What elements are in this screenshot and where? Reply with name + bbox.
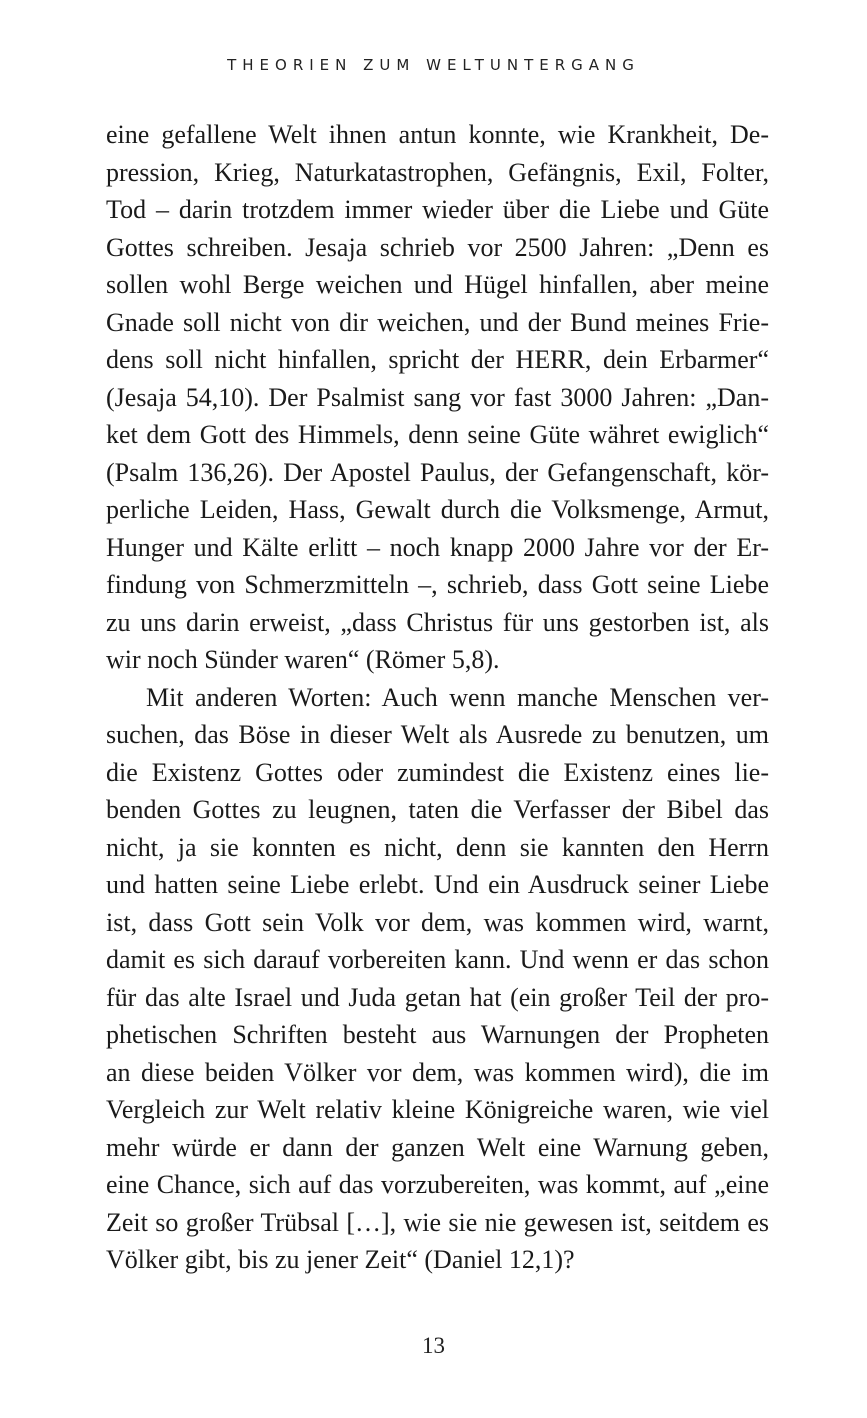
text-line: Zeit so großer Trübsal […], wie sie nie gewesen ist, seitdem es [106, 1207, 769, 1237]
text-line: perliche Leiden, Hass, Gewalt durch die Volksmenge, Armut, [106, 495, 769, 524]
text-line: für das alte Israel und Juda getan hat (ein großer Teil der pro- [106, 982, 769, 1012]
paragraph-2 [106, 679, 769, 1279]
body-text [106, 116, 769, 1279]
text-line: damit es sich darauf vorbereiten kann. Und wenn er das schon [106, 945, 769, 974]
text-line: (Psalm 136,26). Der Apostel Paulus, der Gefangenschaft, kör- [106, 457, 769, 487]
text-line: Vergleich zur Welt relativ kleine Königreiche waren, wie viel [106, 1095, 769, 1124]
text-line: eine gefallene Welt ihnen antun konnte, wie Krankheit, De- [106, 120, 769, 149]
text-line: die Existenz Gottes oder zumindest die Existenz eines lie- [106, 757, 769, 787]
text-line: ket dem Gott des Himmels, denn seine Güte währet ewiglich“ [106, 420, 769, 449]
text-line: Hunger und Kälte erlitt – noch knapp 2000 Jahre vor der Er- [106, 532, 769, 562]
text-line: dens soll nicht hinfallen, spricht der HERR, dein Erbarmer“ [106, 345, 769, 374]
page-number: 13 [422, 1333, 445, 1358]
text-line: Tod – darin trotzdem immer wieder über die Liebe und Güte [106, 195, 769, 224]
paragraph-1 [106, 116, 769, 679]
text-line: Mit anderen Worten: Auch wenn manche Menschen ver- [146, 682, 769, 712]
text-line: Völker gibt, bis zu jener Zeit“ (Daniel 12,1)? [106, 1245, 575, 1274]
text-line: wir noch Sünder waren“ (Römer 5,8). [106, 645, 500, 674]
text-line: nicht, ja sie konnten es nicht, denn sie kannten den Herrn [106, 832, 769, 862]
text-line: und hatten seine Liebe erlebt. Und ein Ausdruck seiner Liebe [106, 870, 769, 899]
text-line: benden Gottes zu leugnen, taten die Verfasser der Bibel das [106, 795, 769, 824]
text-line: sollen wohl Berge weichen und Hügel hinfallen, aber meine [106, 270, 769, 299]
running-head: THEORIEN ZUM WELTUNTERGANG [227, 56, 640, 74]
text-line: eine Chance, sich auf das vorzubereiten, was kommt, auf „eine [106, 1170, 769, 1199]
text-line: Gottes schreiben. Jesaja schrieb vor 2500 Jahren: „Denn es [106, 232, 769, 262]
text-line: phetischen Schriften besteht aus Warnungen der Propheten [106, 1020, 769, 1049]
text-line: zu uns darin erweist, „dass Christus für uns gestorben ist, als [106, 607, 769, 637]
text-line: pression, Krieg, Naturkatastrophen, Gefängnis, Exil, Folter, [106, 157, 769, 187]
text-line: (Jesaja 54,10). Der Psalmist sang vor fast 3000 Jahren: „Dan- [106, 382, 769, 412]
text-line: mehr würde er dann der ganzen Welt eine Warnung geben, [106, 1132, 769, 1162]
text-line: findung von Schmerzmitteln –, schrieb, dass Gott seine Liebe [106, 570, 769, 599]
text-line: an diese beiden Völker vor dem, was kommen wird), die im [106, 1057, 769, 1087]
text-line: ist, dass Gott sein Volk vor dem, was kommen wird, warnt, [106, 907, 769, 937]
text-line: Gnade soll nicht von dir weichen, und der Bund meines Frie- [106, 307, 769, 337]
text-line: suchen, das Böse in dieser Welt als Ausrede zu benutzen, um [106, 720, 769, 749]
